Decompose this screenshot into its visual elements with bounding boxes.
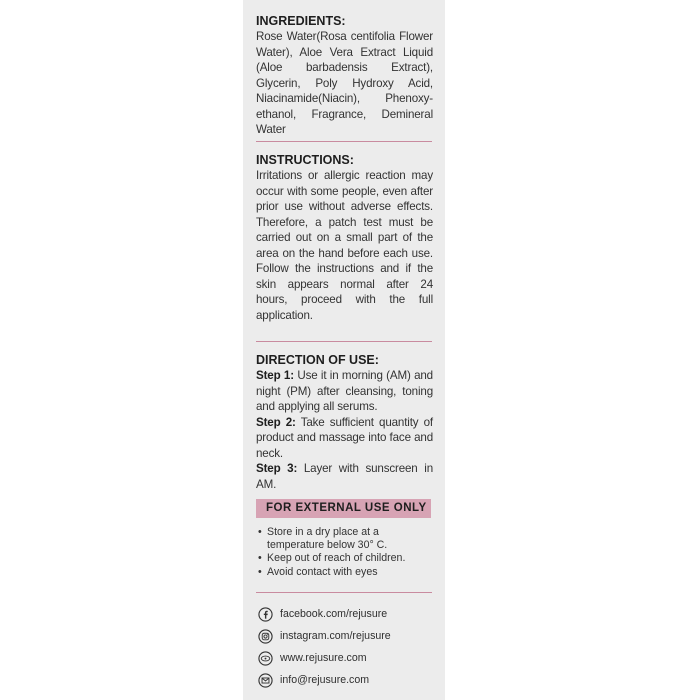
website-url: www.rejusure.com [280, 651, 367, 664]
divider [256, 341, 432, 342]
facebook-url: facebook.com/rejusure [280, 607, 388, 620]
warning-text: Store in a dry place at a temperature below 30° C. [267, 526, 388, 551]
step-3 [256, 461, 433, 492]
step-3-label: Step 3: [256, 462, 298, 475]
bullet-icon: • [258, 565, 262, 578]
globe-icon [258, 651, 273, 666]
list-item [258, 566, 430, 579]
list-item [258, 526, 430, 551]
direction-section [256, 353, 433, 492]
step-2-text: Take sufficient quantity of product and massage into face and neck. [256, 415, 433, 460]
direction-steps [256, 368, 433, 492]
instructions-heading: INSTRUCTIONS: [256, 153, 354, 167]
ingredients-heading: INGREDIENTS: [256, 14, 346, 28]
ingredients-section [256, 14, 433, 138]
warning-text: Avoid contact with eyes [267, 565, 378, 578]
mail-icon [258, 673, 273, 688]
divider [256, 592, 432, 593]
email-link[interactable] [258, 671, 430, 689]
warning-text: Keep out of reach of children. [267, 552, 406, 564]
email-address: info@rejusure.com [280, 673, 370, 686]
list-item [258, 552, 430, 565]
step-2 [256, 415, 433, 462]
facebook-link[interactable] [258, 605, 430, 623]
external-use-badge: FOR EXTERNAL USE ONLY [256, 499, 431, 518]
instagram-link[interactable] [258, 627, 430, 645]
product-label-panel [243, 0, 445, 700]
instructions-text: Irritations or allergic reaction may occur with some people, even after prior use without adverse effects. Therefore, a patch test must be carried out on a small part of the area on the hand before each use. Follow the instructions and if the skin appears normal after 24 hours, proceed with the full application. [256, 169, 433, 322]
warnings-list [258, 526, 430, 579]
instagram-url: instagram.com/rejusure [280, 629, 391, 642]
step-1-label: Step 1: [256, 369, 294, 382]
instructions-section [256, 153, 433, 323]
ingredients-text: Rose Water(Rosa centifolia Flower Water), Aloe Vera Extract Liquid (Aloe barbadensis Extract), Glycerin, Poly Hydroxy Acid, Niacinamide(Niacin), Phenoxy-ethanol, Fragrance, Demineral Water [256, 30, 433, 136]
instagram-icon [258, 629, 273, 644]
divider [256, 141, 432, 142]
bullet-icon: • [258, 526, 262, 538]
step-2-label: Step 2: [256, 415, 296, 429]
direction-heading: DIRECTION OF USE: [256, 353, 379, 367]
website-link[interactable] [258, 649, 430, 667]
bullet-icon: • [258, 552, 262, 564]
step-3-text: Layer with sunscreen in AM. [256, 462, 433, 491]
step-1-text: Use it in morning (AM) and night (PM) after cleansing, toning and applying all serums. [256, 369, 433, 413]
step-1 [256, 368, 433, 415]
facebook-icon [258, 607, 273, 622]
